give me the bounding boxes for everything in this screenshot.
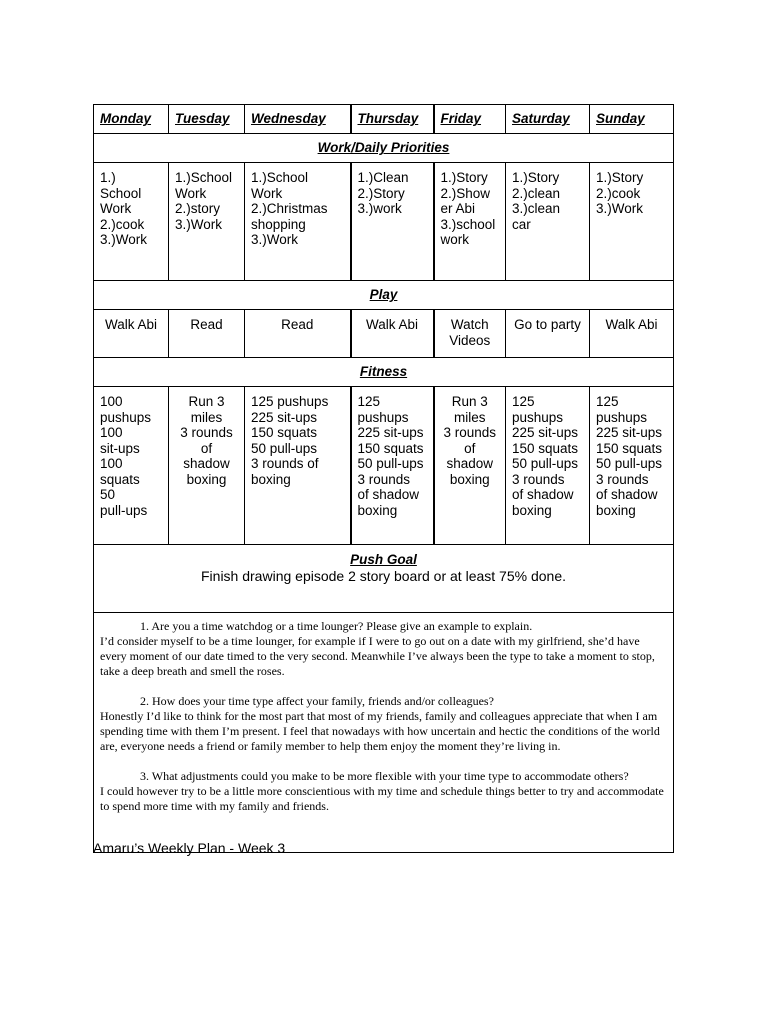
day-header-monday: Monday (94, 105, 169, 134)
day-header-sunday: Sunday (590, 105, 674, 134)
question-2: 2. How does your time type affect your family, friends and/or colleagues? (140, 694, 494, 708)
work-cell-tuesday: 1.)School Work 2.)story 3.)Work (169, 163, 245, 281)
play-cell-saturday: Go to party (506, 310, 590, 358)
fitness-cell-sunday: 125 pushups 225 sit-ups 150 squats 50 pull-ups 3 rounds of shadow boxing (590, 387, 674, 545)
day-header-saturday: Saturday (506, 105, 590, 134)
day-header-tuesday: Tuesday (169, 105, 245, 134)
section-title-play: Play (94, 281, 674, 310)
work-cell-friday: 1.)Story 2.)Show er Abi 3.)school work (434, 163, 506, 281)
fitness-cell-thursday: 125 pushups 225 sit-ups 150 squats 50 pull-ups 3 rounds of shadow boxing (351, 387, 434, 545)
play-cell-monday: Walk Abi (94, 310, 169, 358)
fitness-cell-saturday: 125 pushups 225 sit-ups 150 squats 50 pull-ups 3 rounds of shadow boxing (506, 387, 590, 545)
play-row (94, 310, 674, 358)
play-cell-thursday: Walk Abi (351, 310, 434, 358)
fitness-cell-wednesday: 125 pushups 225 sit-ups 150 squats 50 pull-ups 3 rounds of boxing (245, 387, 351, 545)
section-title-work: Work/Daily Priorities (94, 134, 674, 163)
play-cell-tuesday: Read (169, 310, 245, 358)
day-header-wednesday: Wednesday (245, 105, 351, 134)
document-footer: Amaru’s Weekly Plan - Week 3 (93, 840, 286, 856)
work-cell-wednesday: 1.)School Work 2.)Christmas shopping 3.)Work (245, 163, 351, 281)
work-cell-monday: 1.) School Work 2.)cook 3.)Work (94, 163, 169, 281)
work-cell-saturday: 1.)Story 2.)clean 3.)clean car (506, 163, 590, 281)
fitness-cell-monday: 100 pushups 100 sit-ups 100 squats 50 pull-ups (94, 387, 169, 545)
push-goal-cell (94, 545, 674, 613)
play-cell-sunday: Walk Abi (590, 310, 674, 358)
question-3: 3. What adjustments could you make to be more flexible with your time type to accommodate others? (140, 769, 629, 783)
work-row (94, 163, 674, 281)
answer-2: Honestly I’d like to think for the most part that most of my friends, family and colleagues appreciate that when I am spending time with them I’m present. I feel that nowadays with how uncertain and hectic the conditions of the world are, everyone needs a friend or family member to help them enjoy the moment they’re living in. (100, 709, 660, 753)
day-header-friday: Friday (434, 105, 506, 134)
push-goal-text: Finish drawing episode 2 story board or at least 75% done. (201, 567, 566, 584)
answer-3: I could however try to be a little more conscientious with my time and schedule things better to try and accommodate to spend more time with my family and friends. (100, 784, 664, 813)
qa-block-2 (100, 694, 665, 754)
push-goal-title: Push Goal (350, 552, 417, 567)
day-header-thursday: Thursday (351, 105, 434, 134)
work-cell-thursday: 1.)Clean 2.)Story 3.)work (351, 163, 434, 281)
qa-block-1 (100, 619, 665, 679)
work-cell-sunday: 1.)Story 2.)cook 3.)Work (590, 163, 674, 281)
question-1: 1. Are you a time watchdog or a time lounger? Please give an example to explain. (140, 619, 533, 633)
fitness-cell-tuesday: Run 3 miles 3 rounds of shadow boxing (169, 387, 245, 545)
qa-block-3 (100, 769, 665, 814)
reflection-questions (94, 613, 674, 853)
answer-1: I’d consider myself to be a time lounger, for example if I were to go out on a date with my girlfriend, she’d have every moment of our date timed to the very second. Meanwhile I’ve always been the type to take a moment to stop, take a deep breath and smell the roses. (100, 634, 655, 678)
fitness-row (94, 387, 674, 545)
fitness-cell-friday: Run 3 miles 3 rounds of shadow boxing (434, 387, 506, 545)
play-cell-wednesday: Read (245, 310, 351, 358)
play-cell-friday: Watch Videos (434, 310, 506, 358)
day-header-row (94, 105, 674, 134)
section-title-fitness: Fitness (94, 358, 674, 387)
weekly-plan-table (93, 104, 674, 853)
